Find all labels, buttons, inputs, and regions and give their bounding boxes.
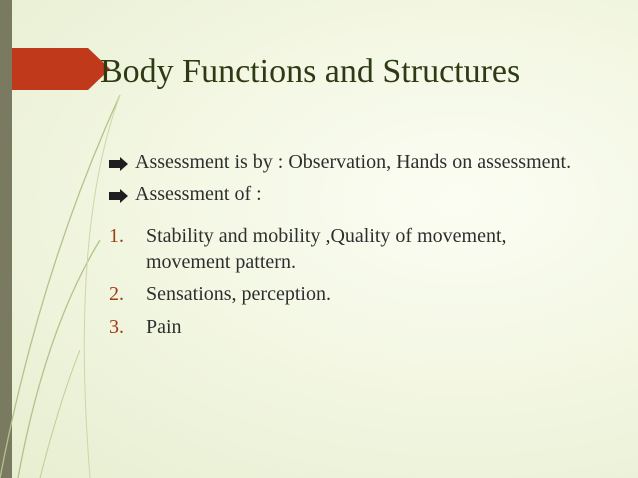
arrow-bullet-icon [109,181,135,207]
title-arrow-icon [12,48,112,90]
item-text: Sensations, perception. [146,283,331,305]
item-number: 1. [109,225,124,247]
item-text: Stability and mobility ,Quality of movement, movement pattern. [146,225,507,273]
slide-title: Body Functions and Structures [100,53,521,90]
item-number: 2. [109,283,124,305]
bullet-text: Assessment of : [135,183,262,205]
item-number: 3. [109,316,124,338]
item-text: Pain [146,316,182,338]
arrow-bullet-icon [109,149,135,175]
bullet-item [109,149,571,175]
bullet-item [109,181,262,207]
bullet-text: Assessment is by : Observation, Hands on assessment. [135,151,572,173]
